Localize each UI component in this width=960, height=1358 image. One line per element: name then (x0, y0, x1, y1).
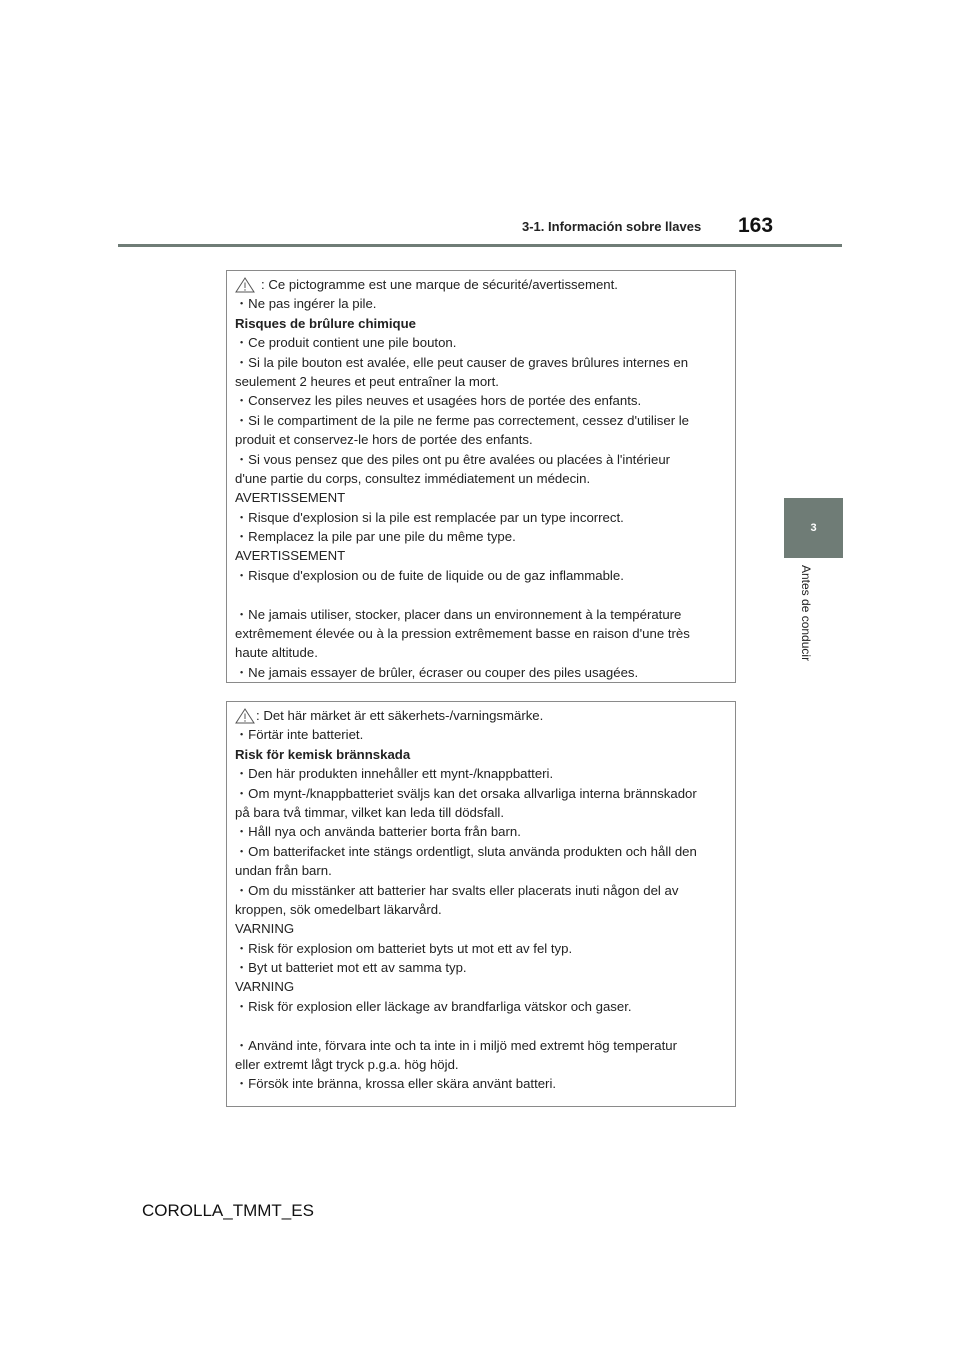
french-warning-box (226, 270, 736, 683)
text-line: seulement 2 heures et peut entraîner la mort. (235, 373, 499, 389)
swedish-warning-box (226, 701, 736, 1107)
warning-line (235, 706, 727, 725)
text-line: på bara två timmar, vilket kan leda till dödsfall. (235, 804, 505, 820)
heading-warning: AVERTISSEMENT (235, 548, 346, 564)
warning-triangle-icon (235, 708, 255, 724)
section-title: 3-1. Información sobre llaves (522, 219, 702, 234)
text-line: ・Ne jamais essayer de brûler, écraser ou couper des piles usagées. (235, 664, 639, 680)
text-line: ・Om mynt-/knappbatteriet sväljs kan det orsaka allvarliga interna brännskador (235, 785, 697, 801)
text-line: ・Risque d'explosion ou de fuite de liquide ou de gaz inflammable. (235, 567, 624, 583)
text-line: ・Risk för explosion om batteriet byts ut mot ett av fel typ. (235, 940, 573, 956)
text-line: d'une partie du corps, consultez immédiatement un médecin. (235, 470, 591, 486)
chapter-title: Antes de conducir (799, 565, 813, 662)
blank-line (235, 1016, 727, 1035)
warning-text: : Ce pictogramme est une marque de sécurité/avertissement. (261, 277, 618, 292)
text-line: haute altitude. (235, 645, 318, 661)
header-divider (118, 244, 842, 247)
text-line: ・Conservez les piles neuves et usagées hors de portée des enfants. (235, 393, 642, 409)
text-line: ・Om batterifacket inte stängs ordentligt, sluta använda produkten och håll den (235, 843, 697, 859)
subheading: Risk för kemisk brännskada (235, 746, 411, 762)
text-line: ・Si la pile bouton est avalée, elle peut causer de graves brûlures internes en (235, 354, 689, 370)
text-line: ・Förtär inte batteriet. (235, 727, 364, 743)
text-line: ・Risque d'explosion si la pile est remplacée par un type incorrect. (235, 509, 624, 525)
text-line: ・Håll nya och använda batterier borta från barn. (235, 824, 521, 840)
subheading: Risques de brûlure chimique (235, 315, 416, 331)
text-line: extrêmement élevée ou à la pression extrêmement basse en raison d'une très (235, 626, 690, 642)
page-number: 163 (738, 214, 774, 237)
text-line: produit et conservez-le hors de portée des enfants. (235, 432, 533, 448)
document-code: COROLLA_TMMT_ES (142, 1201, 314, 1220)
warning-text: : Det här märket är ett säkerhets-/varningsmärke. (256, 708, 544, 723)
chapter-number: 3 (810, 522, 817, 534)
warning-triangle-icon (235, 277, 255, 293)
heading-warning: AVERTISSEMENT (235, 490, 346, 506)
text-line: ・Byt ut batteriet mot ett av samma typ. (235, 960, 467, 976)
warning-line (235, 275, 727, 294)
text-line: undan från barn. (235, 863, 332, 879)
text-line: ・Ne pas ingérer la pile. (235, 296, 377, 312)
text-line: ・Si le compartiment de la pile ne ferme pas correctement, cessez d'utiliser le (235, 412, 690, 428)
heading-warning: VARNING (235, 979, 295, 995)
text-line: ・Använd inte, förvara inte och ta inte in i miljö med extremt hög temperatur (235, 1037, 677, 1053)
text-line: ・Remplacez la pile par une pile du même type. (235, 529, 516, 545)
text-line: ・Si vous pensez que des piles ont pu être avalées ou placées à l'intérieur (235, 451, 671, 467)
text-line: ・Ne jamais utiliser, stocker, placer dans un environnement à la température (235, 606, 682, 622)
text-line: kroppen, sök omedelbart läkarvård. (235, 901, 442, 917)
text-line: ・Den här produkten innehåller ett mynt-/knappbatteri. (235, 766, 554, 782)
heading-warning: VARNING (235, 921, 295, 937)
text-line: ・Försök inte bränna, krossa eller skära använt batteri. (235, 1076, 557, 1092)
text-line: eller extremt lågt tryck p.g.a. hög höjd. (235, 1057, 459, 1073)
text-line: ・Risk för explosion eller läckage av brandfarliga vätskor och gaser. (235, 998, 632, 1014)
blank-line (235, 585, 727, 604)
text-line: ・Ce produit contient une pile bouton. (235, 335, 457, 351)
text-line: ・Om du misstänker att batterier har svalts eller placerats inuti någon del av (235, 882, 679, 898)
chapter-tab (784, 498, 843, 558)
